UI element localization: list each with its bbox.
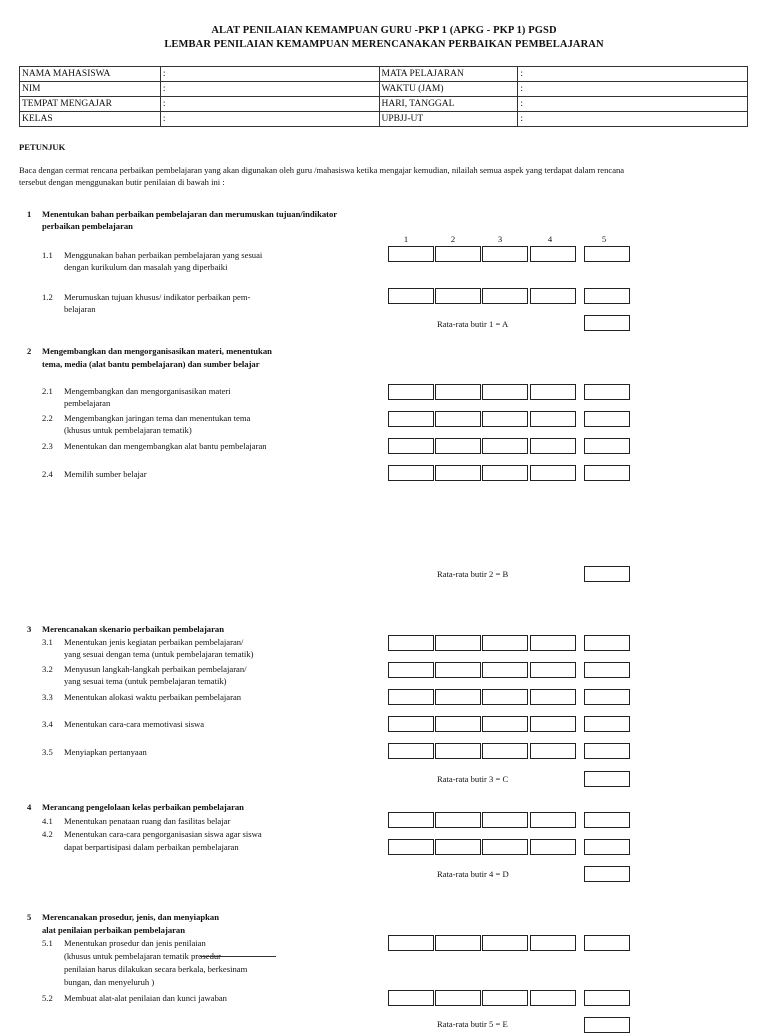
score-box[interactable]: [388, 384, 434, 400]
item-text: (khusus untuk pembelajaran tematik): [64, 425, 192, 435]
form-subtitle: LEMBAR PENILAIAN KEMAMPUAN MERENCANAKAN PERBAIKAN PEMBELAJARAN: [164, 39, 604, 50]
field-value[interactable]: :: [518, 112, 748, 127]
item-number: 3.1: [42, 637, 53, 647]
score-box[interactable]: [482, 689, 528, 705]
score-box[interactable]: [482, 635, 528, 651]
item-number: 5.1: [42, 938, 53, 948]
item-text: yang sesuai dengan tema (untuk pembelajaran tematik): [64, 649, 254, 659]
score-box[interactable]: [435, 635, 481, 651]
score-box[interactable]: [584, 465, 630, 481]
score-box[interactable]: [435, 935, 481, 951]
average-label: Rata-rata butir 3 = C: [437, 774, 509, 784]
score-box[interactable]: [584, 438, 630, 454]
score-box[interactable]: [530, 662, 576, 678]
score-box[interactable]: [482, 812, 528, 828]
item-text: yang sesuai tema (untuk pembelajaran tematik): [64, 676, 227, 686]
average-label: Rata-rata butir 2 = B: [437, 569, 509, 579]
score-box[interactable]: [435, 384, 481, 400]
field-label: WAKTU (JAM): [379, 82, 518, 97]
section-title: Merencanakan prosedur, jenis, dan menyiapkan: [42, 912, 220, 922]
score-box[interactable]: [482, 935, 528, 951]
item-number: 4.2: [42, 829, 53, 839]
item-number: 3.4: [42, 719, 53, 729]
identity-row: [20, 82, 748, 97]
score-box[interactable]: [435, 743, 481, 759]
section-title: alat penilaian perbaikan pembelajaran: [42, 925, 186, 935]
item-text: Menyiapkan pertanyaan: [64, 747, 147, 757]
score-box[interactable]: [388, 438, 434, 454]
score-box[interactable]: [435, 662, 481, 678]
section-number: 2: [27, 346, 32, 356]
score-box[interactable]: [435, 689, 481, 705]
score-box[interactable]: [482, 246, 528, 262]
field-label: TEMPAT MENGAJAR: [20, 97, 161, 112]
score-box[interactable]: [482, 411, 528, 427]
score-box[interactable]: [388, 990, 434, 1006]
section-number: 4: [27, 802, 32, 812]
score-box[interactable]: [435, 465, 481, 481]
scale-label: 2: [450, 234, 456, 244]
field-label: HARI, TANGGAL: [379, 97, 518, 112]
item-text: Menentukan alokasi waktu perbaikan pembelajaran: [64, 692, 242, 702]
field-value[interactable]: :: [518, 82, 748, 97]
score-box[interactable]: [584, 743, 630, 759]
field-value[interactable]: :: [160, 97, 379, 112]
score-box[interactable]: [482, 662, 528, 678]
score-box[interactable]: [530, 743, 576, 759]
item-text: Memilih sumber belajar: [64, 469, 147, 479]
score-box[interactable]: [435, 246, 481, 262]
score-box[interactable]: [584, 246, 630, 262]
instructions-line: Baca dengan cermat rencana perbaikan pembelajaran yang akan digunakan oleh guru /mahasiswa ketika mengajar kemudian, nilailah semua aspek yang terdapat dalam rencana: [19, 165, 625, 175]
item-number: 3.2: [42, 664, 53, 674]
average-box[interactable]: [584, 771, 630, 787]
item-text: Menentukan cara-cara memotivasi siswa: [64, 719, 205, 729]
score-box[interactable]: [388, 288, 434, 304]
score-box[interactable]: [435, 839, 481, 855]
item-text: Menyusun langkah-langkah perbaikan pembelajaran/: [64, 664, 247, 674]
section-number: 1: [27, 209, 32, 219]
score-box[interactable]: [388, 246, 434, 262]
score-box[interactable]: [435, 716, 481, 732]
field-label: NIM: [20, 82, 161, 97]
identity-row: [20, 112, 748, 127]
item-text: bungan, dan menyeluruh ): [64, 977, 155, 987]
score-box[interactable]: [482, 465, 528, 481]
score-box[interactable]: [584, 384, 630, 400]
scale-label: 5: [601, 234, 607, 244]
score-box[interactable]: [584, 839, 630, 855]
divider-line: [200, 956, 276, 957]
score-box[interactable]: [530, 635, 576, 651]
score-box[interactable]: [388, 662, 434, 678]
score-box[interactable]: [530, 246, 576, 262]
item-text: dapat berpartisipasi dalam perbaikan pembelajaran: [64, 842, 239, 852]
score-box[interactable]: [584, 716, 630, 732]
item-number: 2.1: [42, 386, 53, 396]
identity-row: [20, 97, 748, 112]
score-box[interactable]: [584, 689, 630, 705]
section-title: Menentukan bahan perbaikan pembelajaran dan merumuskan tujuan/indikator: [42, 209, 338, 219]
score-box[interactable]: [530, 839, 576, 855]
score-box[interactable]: [584, 635, 630, 651]
score-box[interactable]: [482, 438, 528, 454]
score-box[interactable]: [530, 990, 576, 1006]
field-value[interactable]: :: [160, 67, 379, 82]
item-text: Merumuskan tujuan khusus/ indikator perbaikan pem-: [64, 292, 251, 302]
score-box[interactable]: [435, 438, 481, 454]
field-value[interactable]: :: [160, 112, 379, 127]
score-box[interactable]: [482, 743, 528, 759]
field-value[interactable]: :: [518, 67, 748, 82]
score-box[interactable]: [482, 716, 528, 732]
item-text: dengan kurikulum dan masalah yang diperbaiki: [64, 262, 228, 272]
score-box[interactable]: [435, 411, 481, 427]
score-box[interactable]: [388, 716, 434, 732]
scale-label: 1: [403, 234, 409, 244]
score-box[interactable]: [530, 438, 576, 454]
scale-label: 3: [497, 234, 503, 244]
section-title: Merancang pengelolaan kelas perbaikan pembelajaran: [42, 802, 244, 812]
score-box[interactable]: [388, 411, 434, 427]
item-text: Mengembangkan dan mengorganisasikan materi: [64, 386, 231, 396]
field-label: NAMA MAHASISWA: [20, 67, 161, 82]
score-box[interactable]: [530, 465, 576, 481]
score-box[interactable]: [388, 935, 434, 951]
item-text: Mengembangkan jaringan tema dan menentukan tema: [64, 413, 251, 423]
score-box[interactable]: [435, 288, 481, 304]
item-number: 2.2: [42, 413, 53, 423]
score-box[interactable]: [388, 689, 434, 705]
item-text: Menentukan cara-cara pengorganisasian siswa agar siswa: [64, 829, 262, 839]
item-number: 3.3: [42, 692, 53, 702]
field-label: UPBJJ-UT: [379, 112, 518, 127]
item-number: 2.4: [42, 469, 53, 479]
score-box[interactable]: [584, 288, 630, 304]
score-box[interactable]: [584, 662, 630, 678]
score-box[interactable]: [530, 716, 576, 732]
score-box[interactable]: [530, 812, 576, 828]
item-number: 2.3: [42, 441, 53, 451]
form-title: ALAT PENILAIAN KEMAMPUAN GURU -PKP 1 (APKG - PKP 1) PGSD: [211, 25, 557, 36]
item-text: pembelajaran: [64, 398, 111, 408]
score-box[interactable]: [388, 465, 434, 481]
average-label: Rata-rata butir 4 = D: [437, 869, 509, 879]
score-box[interactable]: [584, 812, 630, 828]
average-box[interactable]: [584, 315, 630, 331]
score-box[interactable]: [584, 990, 630, 1006]
instructions-line: tersebut dengan menggunakan butir penilaian di bawah ini :: [19, 177, 225, 187]
score-box[interactable]: [530, 689, 576, 705]
item-text: penilaian harus dilakukan secara berkala, berkesinam: [64, 964, 248, 974]
item-number: 1.1: [42, 250, 53, 260]
scale-label: 4: [547, 234, 553, 244]
score-box[interactable]: [584, 411, 630, 427]
item-number: 4.1: [42, 816, 53, 826]
score-box[interactable]: [482, 839, 528, 855]
section-number: 5: [27, 912, 32, 922]
field-value[interactable]: :: [160, 82, 379, 97]
score-box[interactable]: [482, 384, 528, 400]
score-box[interactable]: [530, 384, 576, 400]
item-text: Menentukan jenis kegiatan perbaikan pembelajaran/: [64, 637, 244, 647]
score-box[interactable]: [435, 812, 481, 828]
identity-table: [19, 66, 748, 127]
average-box[interactable]: [584, 866, 630, 882]
score-box[interactable]: [530, 411, 576, 427]
item-number: 5.2: [42, 993, 53, 1003]
score-box[interactable]: [530, 935, 576, 951]
field-value[interactable]: :: [518, 97, 748, 112]
item-number: 1.2: [42, 292, 53, 302]
score-box[interactable]: [482, 990, 528, 1006]
score-box[interactable]: [530, 288, 576, 304]
field-label: KELAS: [20, 112, 161, 127]
item-text: Membuat alat-alat penilaian dan kunci jawaban: [64, 993, 227, 1003]
section-title: Mengembangkan dan mengorganisasikan materi, menentukan: [42, 346, 272, 356]
instructions-heading: PETUNJUK: [19, 142, 66, 152]
average-label: Rata-rata butir 5 = E: [437, 1019, 508, 1029]
score-box[interactable]: [388, 839, 434, 855]
identity-row: [20, 67, 748, 82]
section-number: 3: [27, 624, 32, 634]
average-box[interactable]: [584, 1017, 630, 1033]
average-label: Rata-rata butir 1 = A: [437, 319, 509, 329]
item-number: 3.5: [42, 747, 53, 757]
item-text: (khusus untuk pembelajaran tematik prosedur: [64, 951, 222, 961]
score-box[interactable]: [584, 935, 630, 951]
score-box[interactable]: [388, 635, 434, 651]
score-box[interactable]: [388, 812, 434, 828]
item-text: Menentukan prosedur dan jenis penilaian: [64, 938, 206, 948]
field-label: MATA PELAJARAN: [379, 67, 518, 82]
section-title: tema, media (alat bantu pembelajaran) dan sumber belajar: [42, 359, 260, 369]
score-box[interactable]: [435, 990, 481, 1006]
average-box[interactable]: [584, 566, 630, 582]
item-text: Menggunakan bahan perbaikan pembelajaran yang sesuai: [64, 250, 263, 260]
section-title: Merencanakan skenario perbaikan pembelajaran: [42, 624, 224, 634]
section-title: perbaikan pembelajaran: [42, 221, 133, 231]
item-text: Menentukan penataan ruang dan fasilitas belajar: [64, 816, 231, 826]
item-text: belajaran: [64, 304, 96, 314]
item-text: Menentukan dan mengembangkan alat bantu pembelajaran: [64, 441, 267, 451]
score-box[interactable]: [388, 743, 434, 759]
score-box[interactable]: [482, 288, 528, 304]
